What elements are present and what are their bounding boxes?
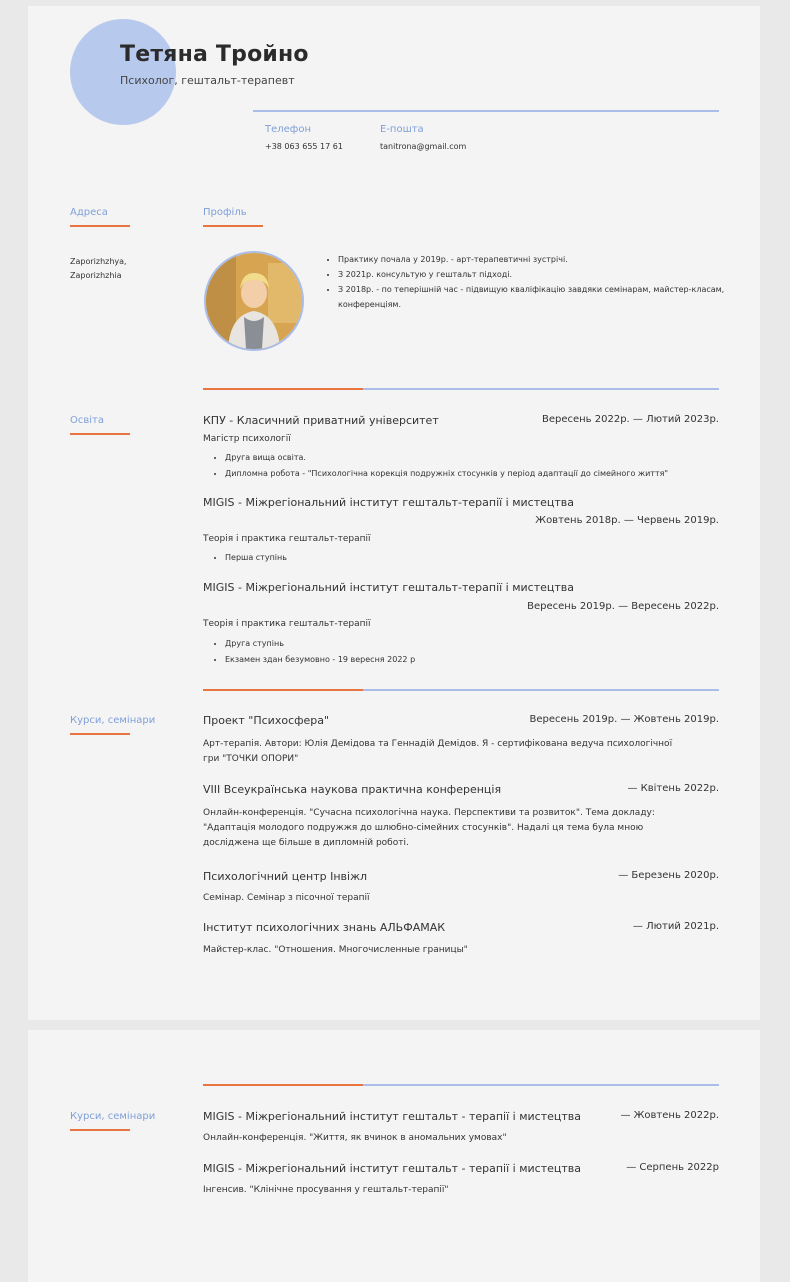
education-label: Освіта	[70, 415, 104, 426]
address-line-1: Zaporizhzhya,	[70, 257, 127, 266]
profile-bullet: • З 2021р. консультую у гештальт підході.	[338, 267, 738, 282]
education-entry-title: КПУ - Класичний приватний університет	[203, 414, 439, 427]
phone-label: Телефон	[265, 124, 312, 135]
education-entry-list	[203, 450, 668, 482]
courses-divider	[203, 689, 719, 691]
education-entry-date: Жовтень 2018р. — Червень 2019р.	[535, 515, 719, 526]
course-entry-desc	[203, 891, 715, 906]
course-desc-line: гри "ТОЧКИ ОПОРИ"	[203, 754, 299, 764]
profile-underline	[203, 225, 263, 227]
address-label: Адреса	[70, 207, 108, 218]
address-underline	[70, 225, 130, 227]
course-entry-date: — Серпень 2022р	[626, 1162, 719, 1173]
resume-page-2	[28, 1030, 760, 1282]
profile-bullet: • З 2018р. - по теперішній час - підвищую кваліфікацію завдяки семінарам, майстер-класам, конференціям.	[338, 282, 738, 312]
profile-label: Профіль	[203, 207, 247, 218]
course-desc-line: "Адаптація молодого подружжя до шлюбно-сімейних стосунків". Надалі ця тема була мною	[203, 823, 644, 833]
course-entry-date: — Жовтень 2022р.	[620, 1110, 719, 1121]
course-entry-title: MIGIS - Міжрегіональний інститут гештальт - терапії і мистецтва	[203, 1110, 582, 1123]
course-entry-date: — Лютий 2021р.	[632, 921, 719, 932]
education-entry-date: Вересень 2022р. — Лютий 2023р.	[541, 414, 719, 425]
courses2-label: Курси, семінари	[70, 1111, 156, 1122]
education-entry-list	[203, 636, 415, 668]
course-entry-date: — Квітень 2022р.	[627, 783, 719, 794]
person-title: Психолог, гештальт-терапевт	[120, 74, 295, 87]
course-entry-title: Психологічний центр Інвіжл	[203, 870, 368, 883]
resume-page-1	[28, 6, 760, 1020]
course-entry-date: — Березень 2020р.	[618, 870, 719, 881]
person-name: Тетяна Тройно	[120, 42, 309, 67]
education-underline	[70, 433, 130, 435]
courses-underline	[70, 733, 130, 735]
courses-label: Курси, семінари	[70, 715, 156, 726]
course-desc-line: Онлайн-конференція. "Сучасна психологічна наука. Перспективи та розвиток". Тема докладу:	[203, 808, 655, 818]
profile-bullet: • Практику почала у 2019р. - арт-терапевтичні зустрічі.	[338, 252, 738, 267]
course-desc-line: Арт-терапія. Автори: Юлія Демідова та Геннадій Демідов. Я - сертифікована ведуча психологічної	[203, 739, 673, 749]
profile-photo	[204, 251, 304, 351]
address-line-2: Zaporizhzhia	[70, 271, 122, 280]
education-entry-item: • Друга ступінь	[225, 636, 415, 652]
courses2-divider	[203, 1084, 719, 1086]
education-entry-subtitle: Магістр психології	[203, 434, 291, 444]
course-entry-title: Проект "Психосфера"	[203, 714, 330, 727]
course-entry-desc	[203, 737, 715, 767]
course-desc-line: Семінар. Семінар з пісочної терапії	[203, 893, 370, 903]
course-entry-title: VIII Всеукраїнська наукова практична конференція	[203, 783, 502, 796]
education-entry-title: MIGIS - Міжрегіональний інститут гештальт-терапії і мистецтва	[203, 496, 575, 509]
education-entry-item: • Перша ступінь	[225, 550, 287, 566]
course-desc-line: Майстер-клас. "Отношения. Многочисленные границы"	[203, 945, 468, 955]
header-decor-circle	[70, 19, 176, 125]
course-entry-title: MIGIS - Міжрегіональний інститут гештальт - терапії і мистецтва	[203, 1162, 582, 1175]
education-entry-subtitle: Теорія і практика гештальт-терапії	[203, 619, 371, 629]
course-desc-line: досліджена ще більше в дипломній роботі.	[203, 838, 409, 848]
course-entry-desc	[203, 943, 715, 958]
courses2-underline	[70, 1129, 130, 1131]
education-entry-item: • Друга вища освіта.	[225, 450, 668, 466]
education-entry-title: MIGIS - Міжрегіональний інститут гештальт-терапії і мистецтва	[203, 581, 575, 594]
education-entry-item: • Дипломна робота - "Психологічна корекція подружніх стосунків у період адаптації до сімейного життя"	[225, 466, 668, 482]
profile-photo-image	[206, 253, 302, 349]
course-entry-desc: Онлайн-конференція. "Життя, як вчинок в аномальних умовах"	[203, 1133, 507, 1143]
profile-bullet-list	[324, 252, 738, 312]
course-entry-date: Вересень 2019р. — Жовтень 2019р.	[529, 714, 719, 725]
email-value[interactable]: tanitrona@gmail.com	[380, 142, 467, 151]
email-label: E-пошта	[380, 124, 424, 135]
education-entry-subtitle: Теорія і практика гештальт-терапії	[203, 534, 371, 544]
education-divider	[203, 388, 719, 390]
header-divider	[253, 110, 719, 112]
education-entry-date: Вересень 2019р. — Вересень 2022р.	[527, 601, 719, 612]
course-entry-desc: Інгенсив. "Клінічне просування у гештальт-терапії"	[203, 1185, 449, 1195]
course-entry-desc	[203, 806, 715, 851]
education-entry-list	[203, 550, 287, 566]
education-entry-item: • Екзамен здан безумовно - 19 вересня 2022 р	[225, 652, 415, 668]
phone-value[interactable]: +38 063 655 17 61	[265, 142, 343, 151]
course-entry-title: Інститут психологічних знань АЛЬФАМАК	[203, 921, 446, 934]
